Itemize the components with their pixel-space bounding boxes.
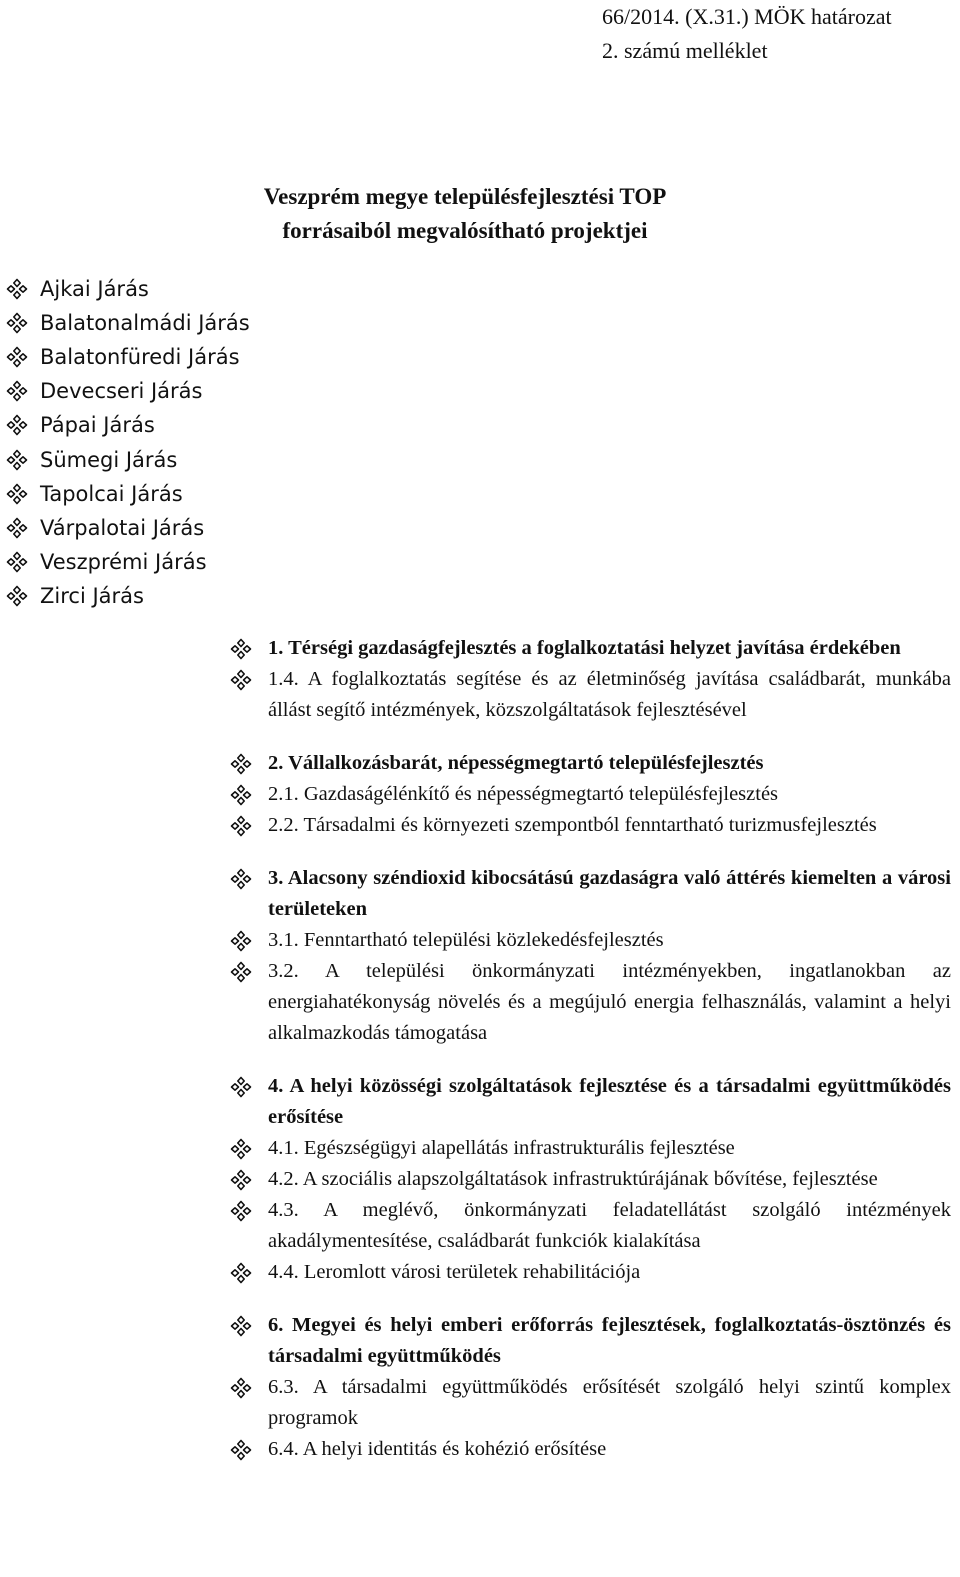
district-label: Veszprémi Járás (40, 549, 207, 574)
district-item (6, 545, 250, 579)
four-petal-diamond-icon (230, 669, 252, 691)
four-petal-diamond-icon (230, 1439, 252, 1461)
measure-label: 2.2. Társadalmi és környezeti szempontból fenntartható turizmusfejlesztés (268, 814, 877, 836)
measure-item (230, 664, 951, 726)
four-petal-diamond-icon (230, 1200, 252, 1222)
four-petal-diamond-icon (230, 753, 252, 775)
four-petal-diamond-icon (6, 380, 28, 402)
measure-label: 4.1. Egészségügyi alapellátás infrastrukturális fejlesztése (268, 1137, 735, 1159)
program-list (230, 633, 951, 1465)
measure-label: 6.3. A társadalmi együttműködés erősítését szolgáló helyi szintű komplex programok (268, 1376, 951, 1429)
district-item (6, 477, 250, 511)
measure-item (230, 810, 951, 841)
four-petal-diamond-icon (230, 1315, 252, 1337)
priority-title: 4. A helyi közösségi szolgáltatások fejlesztése és a társadalmi együttműködés erősítése (268, 1075, 951, 1128)
four-petal-diamond-icon (6, 551, 28, 573)
district-label: Várpalotai Járás (40, 515, 205, 540)
measure-item (230, 1133, 951, 1164)
district-item (6, 306, 250, 340)
measure-item (230, 779, 951, 810)
district-label: Zirci Járás (40, 583, 144, 608)
measure-label: 4.3. A meglévő, önkormányzati feladatellátást szolgáló intézmények akadálymentesítése, családbarát funkciók kialakítása (268, 1199, 951, 1252)
measure-item (230, 1164, 951, 1195)
priority-heading (230, 748, 951, 779)
priority-title: 6. Megyei és helyi emberi erőforrás fejlesztések, foglalkoztatás-ösztönzés és társadalmi együttműködés (268, 1314, 951, 1367)
priority-group (230, 1071, 951, 1288)
district-item (6, 442, 250, 476)
four-petal-diamond-icon (230, 815, 252, 837)
district-item (6, 272, 250, 306)
district-label: Pápai Járás (40, 413, 155, 438)
four-petal-diamond-icon (230, 1076, 252, 1098)
measure-item (230, 1195, 951, 1257)
priority-group (230, 863, 951, 1049)
priority-heading (230, 863, 951, 925)
four-petal-diamond-icon (230, 784, 252, 806)
four-petal-diamond-icon (230, 1262, 252, 1284)
four-petal-diamond-icon (230, 868, 252, 890)
four-petal-diamond-icon (230, 930, 252, 952)
priority-heading (230, 1071, 951, 1133)
four-petal-diamond-icon (6, 278, 28, 300)
district-label: Tapolcai Járás (40, 481, 183, 506)
district-item (6, 579, 250, 613)
measure-label: 3.2. A települési önkormányzati intézményekben, ingatlanokban az energiahatékonyság növelés és a megújuló energia felhasználás, valamint a helyi alkalmazkodás támogatása (268, 960, 951, 1044)
four-petal-diamond-icon (6, 312, 28, 334)
four-petal-diamond-icon (6, 483, 28, 505)
four-petal-diamond-icon (230, 961, 252, 983)
measure-item (230, 956, 951, 1049)
measure-item (230, 1257, 951, 1288)
annex-number: 2. számú melléklet (602, 38, 768, 63)
priority-title: 2. Vállalkozásbarát, népességmegtartó településfejlesztés (268, 752, 764, 774)
priority-group (230, 633, 951, 726)
measure-label: 4.2. A szociális alapszolgáltatások infrastruktúrájának bővítése, fejlesztése (268, 1168, 878, 1190)
four-petal-diamond-icon (6, 346, 28, 368)
district-label: Ajkai Járás (40, 277, 149, 302)
measure-label: 4.4. Leromlott városi területek rehabilitációja (268, 1261, 641, 1283)
priority-group (230, 748, 951, 841)
priority-group (230, 1310, 951, 1465)
four-petal-diamond-icon (230, 1138, 252, 1160)
measure-item (230, 925, 951, 956)
measure-label: 1.4. A foglalkoztatás segítése és az életminőség javítása családbarát, munkába állást segítő intézmények, közszolgáltatások fejlesztésével (268, 668, 951, 721)
four-petal-diamond-icon (6, 449, 28, 471)
measure-item (230, 1434, 951, 1465)
district-label: Balatonalmádi Járás (40, 311, 250, 336)
title-line-2: forrásaiból megvalósítható projektjei (282, 218, 648, 243)
district-label: Balatonfüredi Járás (40, 345, 240, 370)
district-list (6, 272, 250, 613)
title-line-1: Veszprém megye településfejlesztési TOP (263, 184, 667, 209)
priority-heading (230, 1310, 951, 1372)
priority-title: 3. Alacsony széndioxid kibocsátású gazdaságra való áttérés kiemelten a városi területeken (268, 867, 951, 920)
district-item (6, 340, 250, 374)
district-label: Devecseri Járás (40, 379, 203, 404)
district-item (6, 511, 250, 545)
four-petal-diamond-icon (230, 638, 252, 660)
document-title (0, 180, 930, 248)
priority-heading (230, 633, 951, 664)
measure-label: 3.1. Fenntartható települési közlekedésfejlesztés (268, 929, 664, 951)
resolution-reference: 66/2014. (X.31.) MÖK határozat (602, 4, 892, 29)
measure-label: 2.1. Gazdaságélénkítő és népességmegtartó településfejlesztés (268, 783, 779, 805)
four-petal-diamond-icon (230, 1169, 252, 1191)
measure-label: 6.4. A helyi identitás és kohézió erősítése (268, 1438, 607, 1460)
four-petal-diamond-icon (6, 517, 28, 539)
four-petal-diamond-icon (230, 1377, 252, 1399)
measure-item (230, 1372, 951, 1434)
district-item (6, 374, 250, 408)
district-label: Sümegi Járás (40, 447, 178, 472)
four-petal-diamond-icon (6, 414, 28, 436)
four-petal-diamond-icon (6, 585, 28, 607)
district-item (6, 408, 250, 442)
priority-title: 1. Térségi gazdaságfejlesztés a foglalkoztatási helyzet javítása érdekében (268, 637, 901, 659)
document-header (602, 0, 952, 68)
